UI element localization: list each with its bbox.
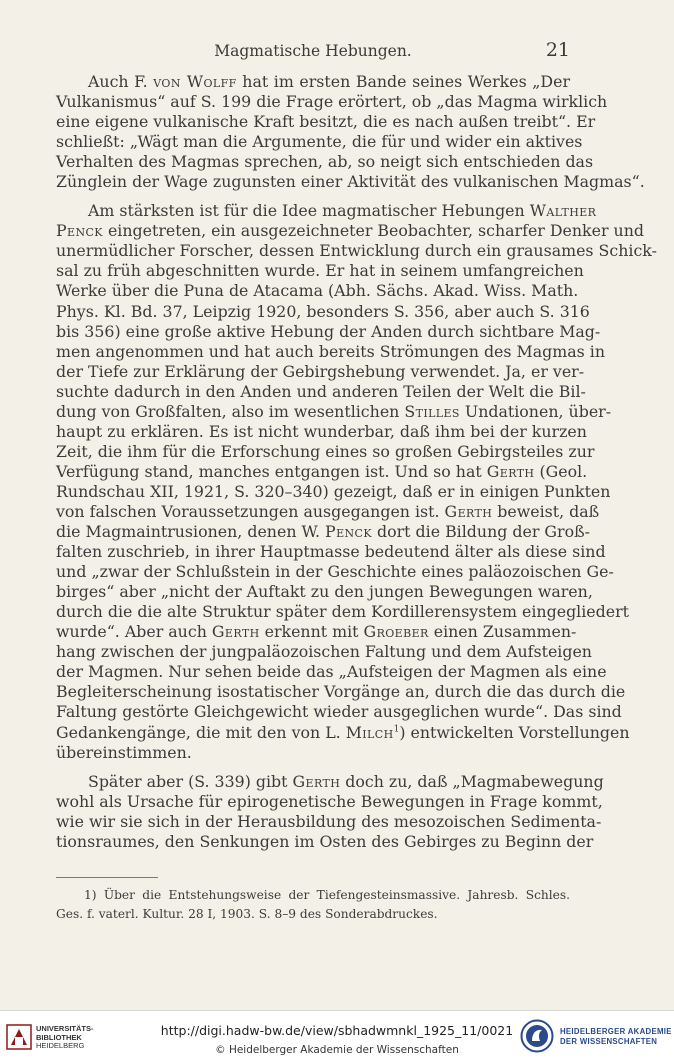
footnote-marker[interactable]: 1 [393,724,400,735]
academy-line-2: DER WISSENSCHAFTEN [560,1037,658,1046]
text-line [56,582,593,602]
text-segment: bis 356) eine große aktive Hebung der Anden durch sichtbare Mag- [56,321,601,341]
text-segment: birges“ aber „nicht der Auftakt zu den jungen Bewegungen waren, [56,582,593,602]
text-segment: Am stärksten ist für die Idee magmatischer Hebungen [88,201,530,221]
text-segment: men angenommen und hat auch bereits Strömungen des Magmas in [56,341,605,361]
academy-line-1: HEIDELBERGER AKADEMIE [560,1027,672,1036]
text-line [56,401,612,422]
permalink-url[interactable]: http://digi.hadw-bw.de/view/sbhadwmnkl_1925_11/0021 [160,1023,514,1038]
text-segment: die Magmaintrusionen, denen W. [56,522,326,542]
text-line [56,221,645,241]
text-segment: wie wir sie sich in der Herausbildung des mesozoischen Sedimenta- [56,811,602,831]
author-name: Penck [56,221,103,241]
author-name: von Wolff [153,72,237,91]
text-line [56,441,595,462]
text-segment: Rundschau XII, 1921, S. 320–340) gezeigt, daß er in einigen Punkten [56,481,611,501]
text-line [56,72,570,92]
author-name: Walther [529,201,597,221]
text-line [56,361,585,382]
text-segment: übereinstimmen. [56,742,192,762]
text-segment: und „zwar der Schlußstein in der Geschichte eines paläozoischen Ge- [56,562,614,582]
text-segment: tionsraumes, den Senkungen im Osten des Gebirges zu Beginn der [56,831,594,851]
text-segment: Undationen, über- [459,401,612,421]
text-segment: eine eigene vulkanische Kraft besitzt, die es nach außen treibt“. Er [56,112,596,132]
text-segment: schließt: „Wägt man die Argumente, die für und wider ein aktives [56,132,583,152]
text-line [56,92,608,112]
text-segment: einen Zusammen- [428,622,577,642]
text-line [56,461,588,482]
text-line [56,321,601,342]
text-segment: doch zu, daß „Magmabewegung [340,771,604,791]
author-name: Penck [325,522,372,542]
text-segment: eingetreten, ein ausgezeichneter Beobachter, scharfer Denker und [102,221,645,241]
text-line [56,831,594,852]
text-segment: sal zu früh abgeschnitten wurde. Er hat in seinem umfangreichen [56,261,584,281]
text-line [56,771,604,792]
footnote-line: 1) Über die Entstehungsweise der Tiefengesteinsmassive. Jahresb. Schles. [84,888,570,902]
main-text [56,72,657,852]
text-segment: durch die die alte Struktur später dem Kordillerensystem eingegliedert [56,602,629,622]
text-segment: von falschen Voraussetzungen ausgegangen ist. [56,501,445,521]
text-line [56,112,596,132]
running-title: Magmatische Hebungen. [214,42,412,60]
text-segment: haupt zu erklären. Es ist nicht wunderbar, daß ihm bei der kurzen [56,421,587,441]
text-segment: Gedankengänge, die mit den von L. [56,722,346,742]
text-line [56,241,657,261]
text-line [56,743,570,763]
text-segment: unermüdlicher Forscher, dessen Entwicklung durch ein grausames Schick- [56,241,657,261]
paragraph-gap [56,763,570,772]
author-name: Gerth [292,771,341,791]
text-line [56,522,590,542]
text-segment: Auch F. [88,72,154,91]
text-segment: erkennt mit [259,622,364,642]
text-line [56,132,583,152]
ub-line-1: UNIVERSITÄTS- [36,1024,94,1033]
text-segment: hat im ersten Bande seines Werkes „Der [236,72,571,91]
text-segment: Später aber (S. 339) gibt [88,771,293,791]
text-line [56,501,600,522]
text-line [56,622,577,642]
text-segment: wurde“. Aber auch [56,622,212,642]
text-segment: dort die Bildung der Groß- [371,522,590,542]
text-line [56,341,605,362]
text-line [56,662,607,682]
author-name: Groeber [363,622,429,642]
text-segment: wohl als Ursache für epirogenetische Bewegungen in Frage kommt, [56,791,603,811]
running-header [56,39,570,64]
text-segment: beweist, daß [492,501,600,521]
text-line [56,562,614,582]
text-segment: dung von Großfalten, also im wesentlichen [56,401,405,421]
text-segment: Vulkanismus“ auf S. 199 die Frage erörtert, ob „das Magma wirklich [56,92,608,112]
author-name: Stilles [404,401,460,421]
text-segment: falten zuschrieb, in ihrer Hauptmasse bedeutend älter als diese sind [56,542,606,562]
author-name: Gerth [444,501,493,521]
text-line [56,152,594,172]
text-line [56,261,584,281]
author-name: Gerth [211,622,260,642]
academy-name [560,1027,672,1047]
text-line [56,381,586,402]
text-segment: ) entwickelten Vorstellungen [399,722,630,742]
footnote-line: Ges. f. vaterl. Kultur. 28 I, 1903. S. 8–9 des Sonderabdruckes. [56,907,438,921]
text-segment: Verfügung stand, manches entgangen ist. Und so hat [56,461,487,481]
ub-line-2: BIBLIOTHEK [36,1032,82,1042]
text-segment: der Magmen. Nur sehen beide das „Aufsteigen der Magmen als eine [56,662,607,682]
ub-line-3: HEIDELBERG [36,1041,85,1050]
author-name: Gerth [486,461,535,481]
paragraph-gap [56,192,570,201]
text-line [56,542,606,562]
text-segment: hang zwischen der jungpaläozoischen Faltung und dem Aufsteigen [56,642,592,662]
text-segment: der Tiefe zur Erklärung der Gebirgshebung verwendet. Ja, er ver- [56,361,585,381]
text-line [56,281,579,301]
text-segment: Verhalten des Magmas sprechen, ab, so neigt sich entschieden das [56,152,594,172]
text-segment: suchte dadurch in den Anden und anderen Teilen der Welt die Bil- [56,381,586,401]
text-line [56,602,629,622]
text-line [56,201,597,221]
text-segment: Faltung gestörte Gleichgewicht wieder ausgeglichen wurde“. Das sind [56,702,622,722]
text-line [56,421,587,442]
page-number: 21 [545,39,570,61]
text-line [56,642,592,662]
academy-seal-icon [520,1019,554,1053]
footnote-rule [56,877,158,878]
text-segment: (Geol. [534,461,588,481]
text-segment: Zünglein der Wage zugunsten einer Aktivität des vulkanischen Magmas“. [56,172,645,192]
text-line [56,702,622,722]
text-line [56,682,626,702]
text-segment: Begleiterscheinung isostatischer Vorgänge an, durch die das durch die [56,682,626,702]
text-line [56,172,645,192]
text-line [56,722,630,743]
text-line [56,791,603,812]
copyright-notice: © Heidelberger Akademie der Wissenschaften [215,1044,459,1056]
author-name: Milch [345,722,394,742]
text-segment: Phys. Kl. Bd. 37, Leipzig 1920, besonders S. 356, aber auch S. 316 [56,301,590,321]
text-line [56,811,602,832]
text-segment: Werke über die Puna de Atacama (Abh. Sächs. Akad. Wiss. Math. [56,281,579,301]
text-line [56,301,590,322]
footnotes [56,886,570,924]
text-segment: Zeit, die ihm für die Erforschung eines so großen Gebirgsteiles zur [56,441,595,461]
viewer-footer [0,1010,674,1062]
text-line [56,481,611,502]
